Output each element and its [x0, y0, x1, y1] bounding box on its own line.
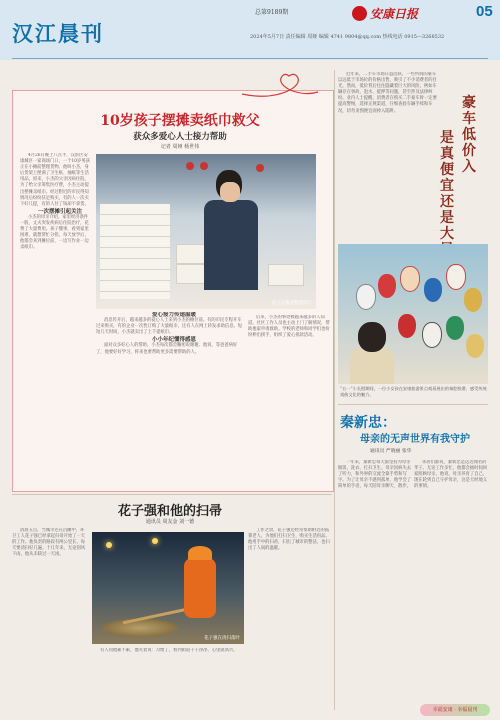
article-bottom-columns: 爱心接力传递温暖 消息传开后，越来越多的爱心人士来到小杰的摊位前。有的市民专程开车过来购买，有的企业一次性订购了大量纸巾，还有人在网上转发求助信息。短短几天时间，小杰就卖出了上千提纸巾。 小小年纪懂得感恩 面对众多好心人的帮助，小杰每次都会鞠躬说谢谢。他说，等爸爸病好了，他要好好学习，将来也要帮助更多需要帮助的人。 [96, 312, 243, 355]
photo-caption: 花子强在清扫落叶 [204, 636, 240, 641]
article-headline: 10岁孩子摆摊卖纸巾救父 [100, 113, 260, 129]
right-article-headline-2: 是真便宜还是大 [440, 130, 454, 242]
article-byline: 通讯员 严晓丽 张华 [370, 449, 412, 454]
section-title: 汉江晨刊 [12, 21, 104, 46]
article-left-column: 4月26日晚上八点半，汉滨区安康城区一家商场门口，一个10岁男孩正在小摊前整理货物。他叫小杰，身后货架上摆满了卫生纸、抽纸等生活用品。原来，小杰的父亲因病住院，为了给父亲筹集医疗费，小杰主动提出摆摊卖纸巾。经过附近的市民得知情况后纷纷驻足购买，有的人一次买下好几提，有的人付了钱却不拿货。 一次摆摊引起关注 小杰的母亲介绍，家里经济条件一般，丈夫突发疾病后住院治疗，花费了大量费用。孩子懂事，看到家里困难，就想帮忙分担。每天放学后，他都会来到摊位前，一边写作业一边卖纸巾。 [20, 153, 92, 483]
heart-decoration-icon [240, 72, 320, 102]
issue-number: 总第9189期 [255, 9, 289, 16]
header-rule [12, 58, 488, 59]
article-column: 有人问他累不累，他笑着说：习惯了，看到街道干干净净，心里就高兴。 [100, 648, 238, 653]
sub-heading: 小小年纪懂得感恩 [151, 337, 196, 344]
photo-caption: “五一”小长假期间，一位小女孩在安康旅游景点观看展出的秦腔脸谱，感受传统戏曲文化的魅力。 [340, 386, 487, 397]
article-headline: 花子强和他的扫帚 [117, 504, 222, 519]
article-continuation-column: 后来，小杰的事迹被越来越多的人知道。社区工作人员也主动上门了解情况，帮助他家申请救助。学校的老师和同学们也纷纷伸出援手，组织了爱心捐款活动。 [248, 315, 330, 339]
date-line: 2024年5月7日 责任编辑 周娅 编辑 4741 9804@qq.com 热线电话 0915—3268532 [250, 34, 445, 40]
photo-caption: 孩子在摊前整理纸巾 [271, 301, 312, 306]
section-divider [12, 494, 332, 495]
street-sweeper-photo [92, 532, 244, 644]
right-article-body: 近年来，二手车市场日益活跃，一些所谓的豪车以远低于市场价的价格出售，吸引了不少消费者的目光。然而，低价背后往往隐藏着巨大的风险，例如车辆存在事故、泡水、抵押等问题，甚至涉及法律纠纷。业内人士提醒，消费者在购买二手豪车时一定要提高警惕，选择正规渠道，仔细查验车辆手续和车况，切勿贪图便宜而掉入陷阱。 [338, 72, 437, 114]
article-column: 工作之余，花子强还经常帮助附近的孤寡老人，为他们打扫卫生、购买生活用品。他用手中的扫帚，扫出了城市的整洁，也扫出了人间的温暖。 [248, 528, 330, 552]
footer-badge: 幸福安康 · 幸福晨刊 [420, 704, 490, 716]
article-column: 清晨五点，当城市还在沉睡中，环卫工人花子强已经拿起扫帚开始了一天的工作。他负责的路段有两公里长，每天要清扫好几遍。十几年来，无论刮风下雨，他从未缺过一天岗。 [12, 528, 86, 558]
right-article-headline: 豪车低价入 [462, 95, 476, 175]
column-divider [334, 70, 335, 710]
sub-heading: 爱心接力传递温暖 [151, 312, 196, 318]
logo-text: 安康日报 [370, 7, 419, 21]
article-byline: 记者 周娅 杨世伟 [160, 144, 200, 150]
article-headline: 秦新忠： [340, 415, 396, 431]
article-column: 邻居们都说，秦新忠是远近闻名的孝子。无论工作多忙，他都会抽时间回家照顾母亲。他说，母亲养育了自己，现在轮到自己守护母亲，这是天经地义的事情。 [414, 460, 488, 490]
article-photo-boy-stall [96, 154, 316, 309]
sub-heading: 一次摆摊引起关注 [37, 208, 82, 215]
article-column: 一年来，秦新忠每天都坚持为母亲做饭、洗衣、打扫卫生。母亲因病失去了听力，和外界的交流全靠手势和写字。为了让母亲不感到孤单，他学会了简单的手语，每天陪母亲聊天、散步。 [338, 460, 412, 490]
opera-masks-photo [338, 244, 488, 384]
article-byline: 通讯员 周友金 刘一德 [145, 519, 195, 525]
section-divider [338, 404, 488, 405]
page-number: 05 [476, 3, 493, 20]
article-subheadline: 母亲的无声世界有我守护 [360, 434, 470, 445]
article-subheadline: 获众多爱心人士接力帮助 [133, 132, 227, 142]
newspaper-logo [352, 3, 472, 19]
logo-icon [352, 6, 367, 21]
